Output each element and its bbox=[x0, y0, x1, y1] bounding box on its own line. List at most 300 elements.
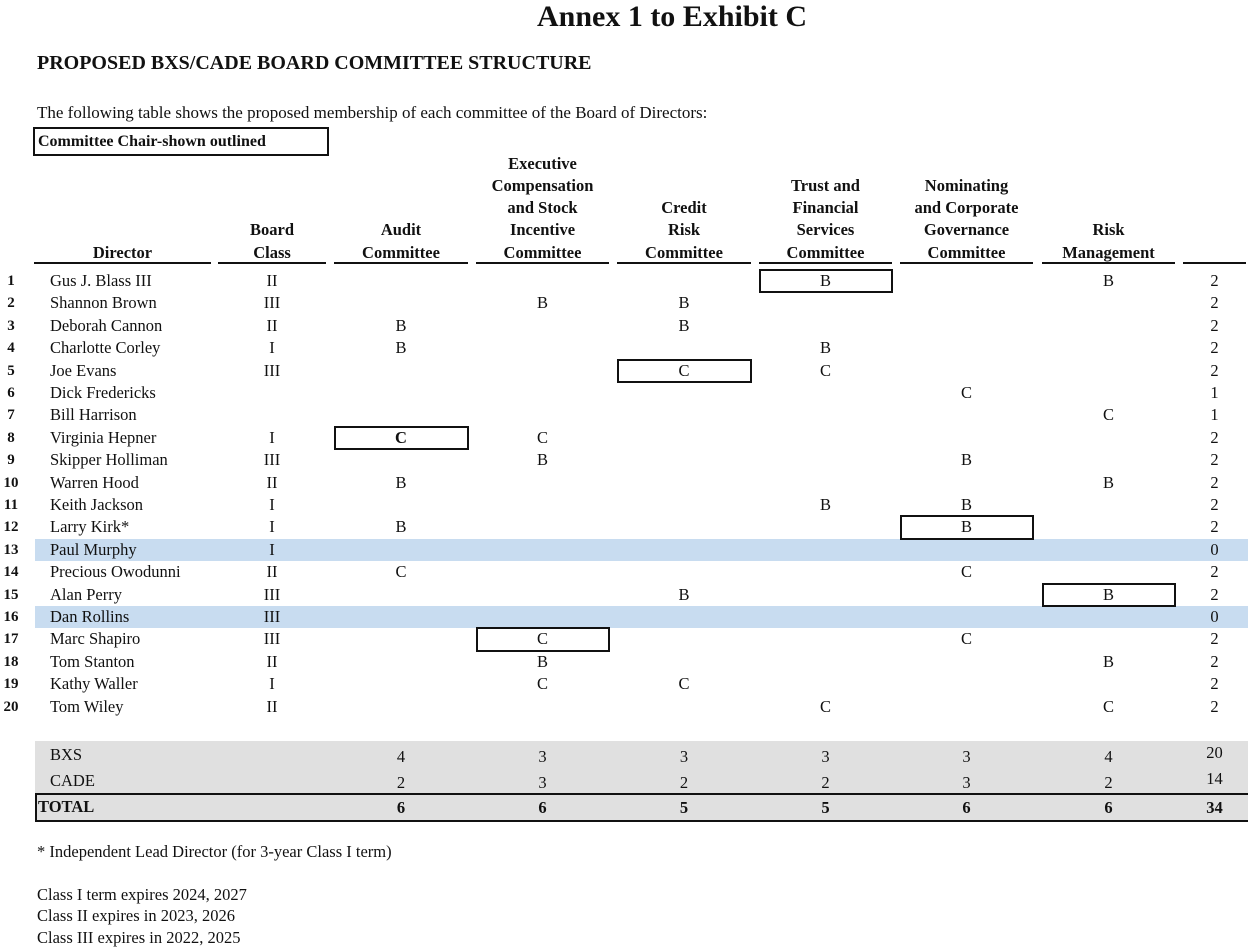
cell-risk bbox=[1042, 292, 1175, 314]
row-number: 10 bbox=[3, 474, 19, 491]
cell-count: 2 bbox=[1210, 271, 1219, 290]
cell-risk: C bbox=[1102, 696, 1114, 716]
header-exec-comp-committee-line: Executive bbox=[508, 153, 577, 173]
subtotal-count: 14 bbox=[1206, 769, 1223, 788]
cell-nom bbox=[900, 606, 1033, 628]
header-underline bbox=[1183, 262, 1246, 264]
cell-credit bbox=[617, 472, 751, 494]
header-trust-committee bbox=[759, 150, 892, 264]
cell-risk: B bbox=[1102, 271, 1114, 290]
cell-risk bbox=[1042, 449, 1175, 471]
total-credit: 5 bbox=[679, 798, 689, 817]
subtotal-count: 20 bbox=[1206, 743, 1223, 762]
cell-risk bbox=[1042, 606, 1175, 628]
cell-nom bbox=[900, 270, 1033, 292]
cell-exec: B bbox=[536, 651, 548, 671]
director-name: Marc Shapiro bbox=[50, 629, 141, 649]
cell-audit bbox=[334, 449, 468, 471]
row-number: 20 bbox=[3, 698, 19, 715]
director-name: Joe Evans bbox=[50, 360, 117, 380]
cell-risk bbox=[1042, 360, 1175, 382]
cell-credit bbox=[617, 651, 751, 673]
chair-outline bbox=[1042, 583, 1176, 607]
row-number: 8 bbox=[7, 429, 15, 446]
table-row bbox=[0, 561, 1248, 583]
row-number: 18 bbox=[3, 653, 19, 670]
table-row bbox=[0, 449, 1248, 471]
cell-count: 2 bbox=[1210, 293, 1219, 313]
director-name: Alan Perry bbox=[50, 584, 122, 604]
cell-nom: B bbox=[960, 517, 972, 537]
cell-nom: C bbox=[960, 383, 972, 402]
cell-credit bbox=[617, 404, 751, 426]
cell-risk bbox=[1042, 539, 1175, 561]
cell-exec bbox=[476, 472, 609, 494]
cell-exec bbox=[476, 337, 609, 359]
total-label: TOTAL bbox=[38, 797, 95, 816]
row-number: 14 bbox=[3, 564, 19, 581]
chair-outline bbox=[617, 359, 752, 383]
cell-nom: B bbox=[960, 450, 972, 470]
cell-credit bbox=[617, 696, 751, 718]
chair-outline bbox=[900, 515, 1034, 539]
table-row bbox=[0, 404, 1248, 426]
director-name: Warren Hood bbox=[50, 472, 139, 492]
header-trust-committee-line: Committee bbox=[786, 242, 865, 262]
cell-nom: C bbox=[960, 562, 972, 582]
director-name: Tom Wiley bbox=[50, 696, 124, 716]
cell-nom bbox=[900, 539, 1033, 561]
cell-cls: I bbox=[269, 427, 275, 447]
header-trust-committee-text bbox=[759, 175, 892, 264]
cell-trust bbox=[759, 516, 892, 538]
cell-cls: I bbox=[269, 539, 275, 559]
header-underline bbox=[34, 262, 211, 264]
header-trust-committee-line: Trust and bbox=[791, 175, 860, 195]
header-risk-management bbox=[1042, 150, 1175, 264]
subtotal-risk: 2 bbox=[1104, 773, 1113, 792]
header-nominating-committee-line: Governance bbox=[923, 220, 1010, 240]
row-number: 9 bbox=[7, 452, 15, 469]
row-number: 15 bbox=[3, 586, 19, 603]
cell-credit bbox=[617, 382, 751, 404]
subtotal-exec: 3 bbox=[538, 747, 547, 766]
cell-cls: II bbox=[266, 696, 278, 716]
cell-trust: B bbox=[819, 495, 831, 514]
director-name: Shannon Brown bbox=[50, 293, 157, 313]
cell-credit bbox=[617, 539, 751, 561]
cell-count: 1 bbox=[1210, 405, 1219, 425]
document-subtitle: PROPOSED BXS/CADE BOARD COMMITTEE STRUCTURE bbox=[37, 52, 592, 74]
row-number: 2 bbox=[7, 295, 15, 312]
cell-exec bbox=[476, 404, 609, 426]
header-underline bbox=[218, 262, 326, 264]
chair-legend: Committee Chair-shown outlined bbox=[33, 127, 329, 156]
cell-count: 0 bbox=[1210, 539, 1219, 559]
cell-trust bbox=[759, 472, 892, 494]
header-underline bbox=[759, 262, 892, 264]
header-director-line: Director bbox=[92, 242, 153, 262]
header-board-class-line: Class bbox=[253, 242, 291, 262]
cell-count: 2 bbox=[1210, 427, 1219, 447]
header-underline bbox=[476, 262, 609, 264]
cell-nom bbox=[900, 292, 1033, 314]
cell-audit bbox=[334, 673, 468, 695]
cell-count: 2 bbox=[1210, 584, 1219, 604]
director-name: Gus J. Blass III bbox=[50, 271, 152, 290]
director-name: Dick Fredericks bbox=[50, 383, 156, 402]
cell-risk bbox=[1042, 494, 1175, 516]
cell-risk bbox=[1042, 516, 1175, 538]
cell-credit bbox=[617, 494, 751, 516]
cell-credit bbox=[617, 337, 751, 359]
director-name: Precious Owodunni bbox=[50, 562, 181, 582]
cell-cls: I bbox=[269, 338, 275, 358]
cell-nom bbox=[900, 360, 1033, 382]
table-row bbox=[0, 673, 1248, 695]
cell-credit bbox=[617, 270, 751, 292]
cell-trust bbox=[759, 673, 892, 695]
subtotal-trust: 2 bbox=[821, 773, 830, 792]
cell-audit: B bbox=[395, 472, 407, 492]
cell-nom bbox=[900, 427, 1033, 449]
cell-trust bbox=[759, 449, 892, 471]
header-underline bbox=[1042, 262, 1175, 264]
row-number: 16 bbox=[3, 609, 19, 625]
cell-cls: III bbox=[263, 360, 281, 380]
cell-cls: I bbox=[269, 674, 275, 694]
cell-exec bbox=[476, 561, 609, 583]
cell-count: 1 bbox=[1210, 383, 1219, 402]
cell-count: 2 bbox=[1210, 338, 1219, 358]
cell-risk: B bbox=[1102, 472, 1114, 492]
table-row bbox=[0, 315, 1248, 337]
cell-cls: II bbox=[266, 315, 278, 335]
row-number: 17 bbox=[3, 631, 19, 648]
cell-trust: B bbox=[819, 271, 831, 290]
header-board-class bbox=[218, 150, 326, 264]
cell-nom: C bbox=[960, 629, 972, 649]
cell-audit bbox=[334, 360, 468, 382]
cell-count: 2 bbox=[1210, 360, 1219, 380]
director-name: Virginia Hepner bbox=[50, 427, 157, 447]
subtotal-label: BXS bbox=[50, 745, 83, 764]
table-row bbox=[0, 494, 1248, 516]
cell-risk bbox=[1042, 628, 1175, 650]
page-title: Annex 1 to Exhibit C bbox=[536, 0, 808, 33]
cell-audit: C bbox=[395, 562, 407, 582]
cell-credit bbox=[617, 606, 751, 628]
cell-nom bbox=[900, 315, 1033, 337]
cell-exec bbox=[476, 360, 609, 382]
cell-nom bbox=[900, 673, 1033, 695]
cell-cls: III bbox=[263, 629, 281, 649]
cell-count: 2 bbox=[1210, 495, 1219, 514]
total-exec: 6 bbox=[538, 798, 547, 817]
cell-exec bbox=[476, 315, 609, 337]
header-trust-committee-line: Financial bbox=[792, 198, 859, 218]
cell-audit bbox=[334, 292, 468, 314]
header-audit-committee bbox=[334, 150, 468, 264]
cell-cls: III bbox=[263, 293, 281, 313]
cell-credit bbox=[617, 427, 751, 449]
total-audit: 6 bbox=[396, 798, 406, 817]
cell-audit: C bbox=[395, 427, 407, 447]
cell-risk bbox=[1042, 427, 1175, 449]
header-exec-comp-committee-text bbox=[476, 153, 609, 264]
cell-audit: B bbox=[395, 517, 407, 537]
cell-cls: III bbox=[263, 607, 281, 626]
table-row bbox=[0, 472, 1248, 494]
cell-audit bbox=[334, 382, 468, 404]
cell-exec: C bbox=[536, 629, 548, 649]
cell-audit: B bbox=[395, 315, 407, 335]
cell-audit bbox=[334, 539, 468, 561]
class-note-3: Class III expires in 2022, 2025 bbox=[37, 928, 241, 947]
cell-nom bbox=[900, 472, 1033, 494]
cell-trust bbox=[759, 382, 892, 404]
subtotal-audit: 4 bbox=[396, 747, 406, 766]
cell-count: 2 bbox=[1210, 696, 1219, 716]
cell-exec bbox=[476, 494, 609, 516]
cell-credit: C bbox=[678, 674, 690, 694]
director-name: Kathy Waller bbox=[50, 674, 138, 694]
subtotal-audit: 2 bbox=[396, 773, 406, 792]
table-row bbox=[0, 382, 1248, 404]
header-nominating-committee-line: Nominating bbox=[924, 175, 1009, 195]
cell-count: 2 bbox=[1210, 517, 1219, 537]
header-director bbox=[34, 150, 211, 264]
cell-exec: C bbox=[536, 427, 548, 447]
cell-exec bbox=[476, 584, 609, 606]
cell-trust bbox=[759, 539, 892, 561]
cell-exec bbox=[476, 696, 609, 718]
subtotal-nom: 3 bbox=[962, 773, 971, 792]
cell-cls bbox=[218, 404, 326, 426]
table-row bbox=[0, 628, 1248, 650]
row-number: 6 bbox=[7, 385, 15, 401]
row-number: 3 bbox=[7, 317, 15, 334]
header-risk-management-line: Risk bbox=[1092, 220, 1125, 240]
header-nominating-committee bbox=[900, 150, 1033, 264]
header-board-class-text bbox=[218, 219, 326, 264]
cell-cls: II bbox=[266, 651, 278, 671]
cell-cls bbox=[218, 382, 326, 404]
cell-trust: B bbox=[819, 338, 831, 358]
cell-audit bbox=[334, 651, 468, 673]
director-name: Keith Jackson bbox=[50, 495, 144, 514]
cell-nom: B bbox=[960, 495, 972, 514]
cell-audit bbox=[334, 270, 468, 292]
cell-exec bbox=[476, 606, 609, 628]
cell-credit: B bbox=[678, 315, 690, 335]
header-trust-committee-line: Services bbox=[796, 220, 855, 240]
cell-risk bbox=[1042, 315, 1175, 337]
cell-risk: C bbox=[1102, 405, 1114, 425]
table-row bbox=[0, 427, 1248, 449]
cell-count: 2 bbox=[1210, 629, 1219, 649]
cell-risk bbox=[1042, 337, 1175, 359]
cell-exec bbox=[476, 516, 609, 538]
cell-audit bbox=[334, 494, 468, 516]
cell-count: 2 bbox=[1210, 674, 1219, 694]
cell-credit: C bbox=[678, 360, 690, 380]
cell-nom bbox=[900, 337, 1033, 359]
intro-text: The following table shows the proposed membership of each committee of the Board of Directors: bbox=[37, 103, 708, 122]
subtotal-row bbox=[0, 769, 1248, 793]
cell-count: 2 bbox=[1210, 315, 1219, 335]
cell-audit bbox=[334, 404, 468, 426]
cell-nom bbox=[900, 404, 1033, 426]
cell-cls: I bbox=[269, 495, 275, 514]
cell-credit bbox=[617, 628, 751, 650]
chair-outline bbox=[759, 269, 893, 293]
footnote: * Independent Lead Director (for 3-year Class I term) bbox=[37, 842, 392, 861]
table-row bbox=[0, 651, 1248, 673]
cell-count: 2 bbox=[1210, 450, 1219, 470]
cell-cls: III bbox=[263, 450, 281, 470]
cell-exec: C bbox=[536, 674, 548, 694]
cell-cls: II bbox=[266, 472, 278, 492]
header-exec-comp-committee-line: Compensation bbox=[491, 175, 594, 195]
director-name: Deborah Cannon bbox=[50, 315, 163, 335]
cell-risk: B bbox=[1102, 584, 1114, 604]
header-nominating-committee-line: and Corporate bbox=[914, 198, 1019, 218]
director-name: Charlotte Corley bbox=[50, 338, 161, 358]
director-name: Tom Stanton bbox=[50, 651, 135, 671]
header-director-text bbox=[34, 242, 211, 264]
table-row bbox=[0, 516, 1248, 538]
table-row bbox=[0, 292, 1248, 314]
subtotal-credit: 3 bbox=[679, 747, 689, 766]
subtotal-risk: 4 bbox=[1104, 747, 1113, 766]
cell-audit bbox=[334, 584, 468, 606]
cell-credit bbox=[617, 516, 751, 538]
table-row bbox=[0, 270, 1248, 292]
cell-nom bbox=[900, 651, 1033, 673]
cell-nom bbox=[900, 696, 1033, 718]
header-audit-committee-line: Audit bbox=[380, 220, 422, 240]
director-name: Dan Rollins bbox=[50, 607, 130, 626]
header-risk-management-line: Management bbox=[1062, 242, 1155, 262]
total-trust: 5 bbox=[821, 798, 830, 817]
cell-trust bbox=[759, 628, 892, 650]
header-underline bbox=[617, 262, 751, 264]
cell-count: 2 bbox=[1210, 651, 1219, 671]
cell-exec bbox=[476, 270, 609, 292]
cell-audit bbox=[334, 696, 468, 718]
table-row bbox=[0, 539, 1248, 561]
subtotal-nom: 3 bbox=[962, 747, 971, 766]
cell-cls: II bbox=[266, 271, 278, 290]
header-credit-risk-committee-text bbox=[617, 197, 751, 264]
cell-exec bbox=[476, 539, 609, 561]
cell-exec bbox=[476, 382, 609, 404]
row-number: 5 bbox=[7, 362, 15, 379]
cell-trust: C bbox=[819, 360, 831, 380]
row-number: 7 bbox=[7, 407, 15, 424]
director-name: Skipper Holliman bbox=[50, 450, 168, 470]
header-exec-comp-committee-line: and Stock bbox=[507, 198, 578, 218]
chair-outline bbox=[334, 426, 469, 450]
cell-audit bbox=[334, 628, 468, 650]
cell-trust: C bbox=[819, 696, 831, 716]
row-number: 19 bbox=[3, 676, 19, 693]
header-audit-committee-text bbox=[334, 219, 468, 264]
cell-credit: B bbox=[678, 584, 690, 604]
subtotal-exec: 3 bbox=[538, 773, 547, 792]
cell-trust bbox=[759, 606, 892, 628]
cell-trust bbox=[759, 427, 892, 449]
cell-cls: II bbox=[266, 562, 278, 582]
header-board-class-line: Board bbox=[249, 220, 294, 240]
row-number: 12 bbox=[3, 519, 19, 536]
row-number: 11 bbox=[3, 497, 19, 513]
header-risk-management-text bbox=[1042, 219, 1175, 264]
cell-cls: I bbox=[269, 517, 275, 537]
subtotal-label: CADE bbox=[50, 771, 95, 790]
cell-trust bbox=[759, 315, 892, 337]
header-nominating-committee-line: Committee bbox=[927, 242, 1006, 262]
total-count: 34 bbox=[1206, 798, 1223, 817]
header-underline bbox=[334, 262, 468, 264]
class-note-1: Class I term expires 2024, 2027 bbox=[37, 885, 247, 904]
cell-credit: B bbox=[678, 293, 690, 313]
header-credit-risk-committee-line: Committee bbox=[645, 242, 723, 262]
header-audit-committee-line: Committee bbox=[362, 242, 440, 262]
cell-exec: B bbox=[536, 450, 548, 470]
director-name: Paul Murphy bbox=[50, 539, 137, 559]
row-number: 4 bbox=[7, 340, 15, 357]
header-nominating-committee-text bbox=[900, 175, 1033, 264]
subtotal-credit: 2 bbox=[679, 773, 689, 792]
cell-audit bbox=[334, 606, 468, 628]
cell-trust bbox=[759, 651, 892, 673]
cell-trust bbox=[759, 561, 892, 583]
cell-credit bbox=[617, 561, 751, 583]
row-number: 13 bbox=[3, 541, 19, 558]
header-exec-comp-committee-line: Incentive bbox=[509, 220, 576, 240]
cell-trust bbox=[759, 404, 892, 426]
cell-nom bbox=[900, 584, 1033, 606]
chair-outline bbox=[476, 627, 610, 651]
director-name: Bill Harrison bbox=[50, 405, 137, 425]
row-number: 1 bbox=[7, 273, 15, 289]
subtotal-row bbox=[0, 743, 1248, 767]
header-credit-risk-committee-line: Risk bbox=[667, 220, 701, 240]
total-nom: 6 bbox=[962, 798, 971, 817]
cell-count: 2 bbox=[1210, 562, 1219, 582]
cell-cls: III bbox=[263, 584, 281, 604]
cell-exec: B bbox=[536, 293, 548, 313]
header-underline bbox=[900, 262, 1033, 264]
cell-risk bbox=[1042, 673, 1175, 695]
header-exec-comp-committee-line: Committee bbox=[503, 242, 582, 262]
cell-count: 2 bbox=[1210, 472, 1219, 492]
class-note-2: Class II expires in 2023, 2026 bbox=[37, 906, 235, 925]
cell-count: 0 bbox=[1210, 607, 1219, 626]
cell-risk bbox=[1042, 382, 1175, 404]
table-row bbox=[0, 696, 1248, 718]
cell-credit bbox=[617, 449, 751, 471]
header-credit-risk-committee-line: Credit bbox=[661, 198, 707, 218]
cell-audit: B bbox=[395, 338, 407, 358]
table-row bbox=[0, 606, 1248, 628]
cell-risk bbox=[1042, 561, 1175, 583]
header-credit-risk-committee bbox=[617, 150, 751, 264]
subtotal-trust: 3 bbox=[821, 747, 830, 766]
cell-trust bbox=[759, 584, 892, 606]
